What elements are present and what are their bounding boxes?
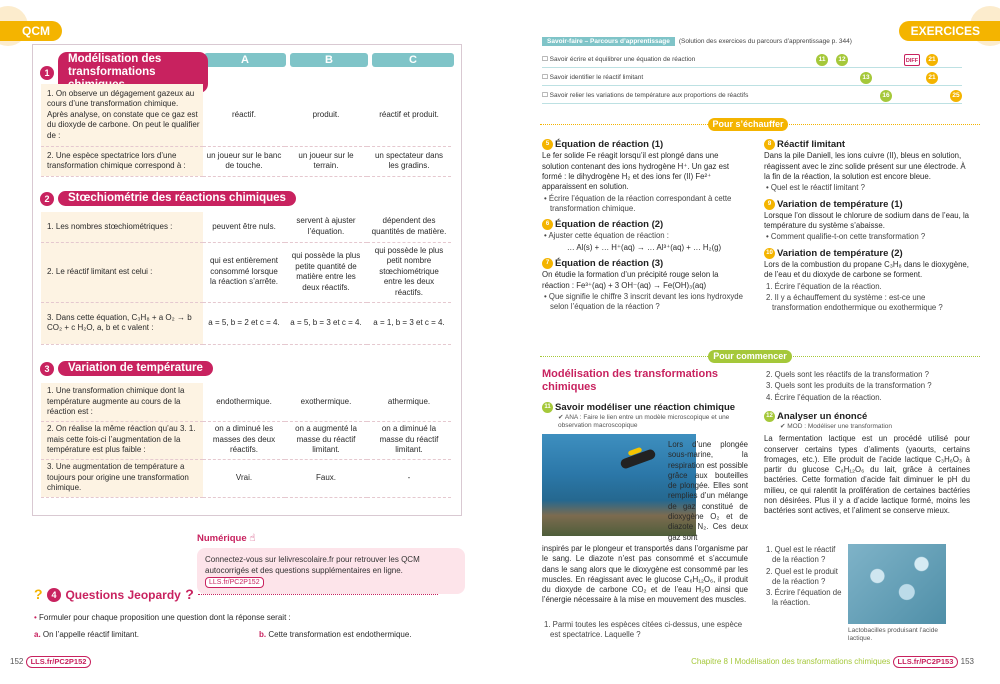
answer-c[interactable]: a = 1, b = 3 et c = 4. <box>367 302 451 344</box>
answer-b[interactable]: un joueur sur le terrain. <box>285 146 367 176</box>
exercise-text: Lorsque l’on dissout le chlorure de sodium dans de l’eau, la température du système s’abaisse. <box>764 210 970 231</box>
answer-a[interactable]: Vrai. <box>203 459 285 497</box>
table-row <box>41 84 451 146</box>
exercise-question: 4. Écrire l’équation de la réaction. <box>766 392 882 402</box>
numerique-text: Connectez-vous sur lelivrescolaire.fr pour retrouver les QCM autocorrigés et des questions supplémentaires en ligne. <box>205 555 420 575</box>
section-number: 3 <box>40 362 54 376</box>
exercise-badge[interactable]: 13 <box>860 72 872 84</box>
exercise-title: 8 Réactif limitant <box>764 139 970 150</box>
skill-text: Savoir relier les variations de température aux proportions de réactifs <box>549 92 749 99</box>
savoir-faire-title: Savoir-faire – Parcours d’apprentissage <box>542 37 675 46</box>
footer-link[interactable]: LLS.fr/PC2P152 <box>26 656 92 668</box>
exercise-question: 1. Quel est le réactif de la réaction ? <box>766 545 836 565</box>
answer-a[interactable]: peuvent être nuls. <box>203 212 285 242</box>
exercise-badge[interactable]: 25 <box>950 90 962 102</box>
section-3-table <box>41 383 451 498</box>
section-2-header <box>40 190 296 208</box>
footer-link[interactable]: LLS.fr/PC2P153 <box>893 656 959 668</box>
answer-c[interactable]: qui possède le plus petit nombre stœchiométrique entre les deux réactifs. <box>367 242 451 302</box>
exercise-question: 2. Quels sont les réactifs de la transformation ? <box>766 370 929 379</box>
question-mark-icon: ? <box>185 586 194 602</box>
exercise-number: 8 <box>764 139 775 150</box>
table-row <box>41 146 451 176</box>
echauffer-col-1 <box>542 134 746 314</box>
item-label: a. <box>34 630 41 639</box>
exercise-question: 3. Quels sont les produits de la transformation ? <box>766 381 932 391</box>
section-title: Variation de température <box>58 361 213 376</box>
dotted-divider <box>198 594 438 595</box>
commencer-col-2 <box>764 370 970 518</box>
section-1-table <box>41 84 451 177</box>
table-row <box>41 421 451 459</box>
exercise-question: 2. Quel est le produit de la réaction ? <box>766 566 838 586</box>
section-2-table <box>41 212 451 345</box>
exercise-title: 5 Équation de réaction (1) <box>542 139 746 150</box>
subsection-title: Modélisation des transformations chimiques <box>542 368 719 393</box>
question: 3. Dans cette équation, C₃H₈ + a O₂ → b CO₂ + c H₂O, a, b et c valent : <box>41 302 203 344</box>
savoir-faire-row: ☐ Savoir écrire et équilibrer une équation de réaction <box>542 52 962 68</box>
item-label: b. <box>259 630 267 639</box>
section-number: 2 <box>40 192 54 206</box>
answer-b[interactable]: produit. <box>285 84 367 146</box>
numerique-link[interactable]: LLS.fr/PC2P152 <box>205 577 264 588</box>
section-number: 1 <box>40 66 54 80</box>
savoir-faire-row: ☐ Savoir relier les variations de température aux proportions de réactifs <box>542 88 962 104</box>
table-row <box>41 302 451 344</box>
exercise-question: • Comment qualifie-t-on cette transformation ? <box>766 232 926 242</box>
exercise-text: Lors de la combustion du propane C₃H₈ dans le dioxygène, de l’eau et du dioxyde de carbone se forment. <box>764 260 969 280</box>
bacteria-photo <box>848 544 946 624</box>
question: 3. Une augmentation de température a toujours pour origine une transformation chimique. <box>41 459 203 497</box>
question: 2. On réalise la même réaction qu’au 3. 1. mais cette fois-ci l’augmentation de la température est plus faible : <box>41 421 203 459</box>
exercise-title: 6 Équation de réaction (2) <box>542 219 746 230</box>
ex12-questions <box>764 545 842 610</box>
exercise-question: 1. Écrire l’équation de la réaction. <box>766 281 882 291</box>
exercices-tab: EXERCICES <box>899 21 1000 41</box>
numerique-block <box>197 533 465 594</box>
question: 2. Une espèce spectatrice lors d’une transformation chimique correspond à : <box>41 146 203 176</box>
exercise-text: Dans la pile Daniell, les ions cuivre (II), bleus en solution, réagissent avec le zinc solide présent sur une électrode. À la fin de la réaction, la solution est encore bleue. <box>764 151 966 181</box>
exercise-title: 9 Variation de température (1) <box>764 199 970 210</box>
exercise-badge[interactable]: 16 <box>880 90 892 102</box>
jeopardy-block: ? 4 Questions Jeopardy ? • Formuler pour chaque proposition une question dont la réponse serait : a. On l’appelle réactif limitant. b. Cette transformation est endothermique. <box>34 586 464 640</box>
pour-commencer-banner: Pour commencer <box>708 350 792 363</box>
savoir-faire-row: ☐ Savoir identifier le réactif limitant <box>542 70 962 86</box>
section-title: Modélisation des transformations <box>58 52 208 93</box>
answer-c[interactable]: - <box>367 459 451 497</box>
exercise-number: 11 <box>542 402 553 413</box>
photo-caption: Lactobacilles produisant l’acide lactique. <box>848 627 938 642</box>
answer-a[interactable]: un joueur sur le banc de touche. <box>203 146 285 176</box>
chapter-label: Chapitre 8 I Modélisation des transformations chimiques <box>691 657 891 666</box>
equation: … Al(s) + … H⁺(aq) → … Al³⁺(aq) + … H₂(g) <box>566 242 722 252</box>
question: 1. On observe un dégagement gazeux au cours d’une transformation chimique. Après analyse, on constate que ce gaz est du dioxyde de carbone. On peut le qualifier de : <box>41 84 203 146</box>
exercise-number: 5 <box>542 139 553 150</box>
numerique-title: Numérique <box>197 533 247 544</box>
exercise-title: 12 Analyser un énoncé <box>764 411 970 422</box>
exercise-text: La fermentation lactique est un procédé utilisé pour conserver certains types d’aliments (yaourts, certains fromages, etc.). Elle produit de l’acide lactique C₃H₆O₃ à partir du glucose C₆H₁₂O₆ du lait, grâce à certaines bactéries. Cette formation d’acide fait diminuer le pH du milieu, ce qui ralentit la prolifération de certaines bactéries non désirées. Plus il y a d’acide lactique formé, moins les bactéries sont actives, et l’aliment se conserve mieux. <box>764 434 970 516</box>
exercise-text: On étudie la formation d’un précipité rouge selon la réaction : Fe³⁺(aq) + 3 OH⁻(aq) → Fe(OH)₃(aq) <box>542 270 719 290</box>
click-icon: ☝ <box>249 533 256 544</box>
footer <box>10 656 91 668</box>
exercise-badge[interactable]: 12 <box>836 54 848 66</box>
answer-b[interactable]: qui possède la plus petite quantité de matière entre les deux réactifs. <box>285 242 367 302</box>
skill-text: Savoir identifier le réactif limitant <box>549 74 644 81</box>
jeopardy-item-b: Cette transformation est endothermique. <box>268 630 412 639</box>
answer-a[interactable]: a = 5, b = 2 et c = 4. <box>203 302 285 344</box>
exercise-text: inspirés par le plongeur et transportés dans l’organisme par le sang. Le diazote n’est pas consommé et s’accumule dans le sang alors que le dioxygène est consommé par les muscles. En réagissant avec le glucose C₆H₁₂O₆, il produit du dioxyde de carbone CO₂ et de l’eau H₂O ainsi que l’énergie nécessaire à la mise en mouvement des muscles. <box>542 544 748 605</box>
page-number: 153 <box>960 657 974 666</box>
exercise-question: • Que signifie le chiffre 3 inscrit devant les ions hydroxyde selon l’équation de la réaction ? <box>544 291 743 312</box>
exercise-question: 2. Il y a échauffement du système : est-ce une transformation endothermique ou exothermique ? <box>766 292 943 313</box>
answer-b[interactable]: a = 5, b = 3 et c = 4. <box>285 302 367 344</box>
right-page <box>500 0 1000 684</box>
table-row <box>41 383 451 421</box>
section-number: 4 <box>47 588 61 602</box>
exercise-text-side: Lors d’une plongée sous-marine, la respiration est possible grâce aux bouteilles de plongée. Elles sont remplies d’un mélange de gaz constitué de dioxygène O₂ et de diazote N₂. Ces deux gaz sont <box>668 440 748 542</box>
exercise-question: • Écrire l’équation de la réaction correspondant à cette transformation chimique. <box>544 193 732 213</box>
answer-c[interactable]: un spectateur dans les gradins. <box>367 146 451 176</box>
answer-c[interactable]: athermique. <box>367 383 451 421</box>
question-mark-icon: ? <box>34 586 43 602</box>
exercise-number: 10 <box>764 248 775 259</box>
skill-text: Savoir écrire et équilibrer une équation de réaction <box>549 56 696 63</box>
diff-badge[interactable]: DIFF <box>904 54 920 66</box>
exercise-number: 9 <box>764 199 775 210</box>
answer-a[interactable]: endothermique. <box>203 383 285 421</box>
section-title: Stœchiométrie des réactions chimiques <box>58 191 296 206</box>
exercise-badge[interactable]: 21 <box>926 54 938 66</box>
answer-c[interactable]: dépendent des quantités de matière. <box>367 212 451 242</box>
savoir-faire-header <box>542 38 852 45</box>
answer-b[interactable]: on a augmenté la masse du réactif limitant. <box>285 421 367 459</box>
exercise-question: 3. Écrire l’équation de la réaction. <box>766 588 842 608</box>
answer-c[interactable]: réactif et produit. <box>367 84 451 146</box>
jeopardy-item-a: On l’appelle réactif limitant. <box>42 630 139 639</box>
question: 2. Le réactif limitant est celui : <box>41 242 203 302</box>
answer-a[interactable]: qui est entièrement consommé lorsque la réaction s’arrête. <box>203 242 285 302</box>
exercise-title: 10 Variation de température (2) <box>764 248 970 259</box>
answer-b[interactable]: servent à ajuster l’équation. <box>285 212 367 242</box>
exercise-title: 11 Savoir modéliser une réaction chimique <box>542 402 748 413</box>
skill-label: ✔ ANA : Faire le lien entre un modèle microscopique et une observation macroscopique <box>558 414 730 430</box>
jeopardy-instruction: Formuler pour chaque proposition une question dont la réponse serait : <box>39 613 291 622</box>
exercise-number: 7 <box>542 258 553 269</box>
answer-b[interactable]: Faux. <box>285 459 367 497</box>
exercise-title: 7 Équation de réaction (3) <box>542 258 746 269</box>
jeopardy-title: Questions Jeopardy <box>65 588 181 602</box>
answer-a[interactable]: on a diminué les masses des deux réactifs. <box>203 421 285 459</box>
exercise-question: • Quel est le réactif limitant ? <box>766 183 865 193</box>
exercise-question: 1. Parmi toutes les espèces citées ci-dessus, une espèce est spectatrice. Laquelle ? <box>544 620 743 640</box>
answer-b[interactable]: exothermique. <box>285 383 367 421</box>
footer <box>691 656 974 668</box>
column-b-header: B <box>290 53 368 67</box>
exercise-number: 6 <box>542 219 553 230</box>
exercise-badge[interactable]: 11 <box>816 54 828 66</box>
skill-label: ✔ MOD : Modéliser une transformation <box>780 423 893 431</box>
pour-echauffer-banner: Pour s’échauffer <box>708 118 788 131</box>
exercise-number: 12 <box>764 411 775 422</box>
section-3-header <box>40 360 213 378</box>
exercise-question: • Ajuster cette équation de réaction : <box>544 231 669 241</box>
savoir-faire-note: (Solution des exercices du parcours d’apprentissage p. 344) <box>678 38 852 45</box>
table-row <box>41 242 451 302</box>
column-a-header: A <box>204 53 286 67</box>
table-row <box>41 212 451 242</box>
question: 1. Les nombres stœchiométriques : <box>41 212 203 242</box>
answer-c[interactable]: on a diminué la masse du réactif limitant. <box>367 421 451 459</box>
column-c-header: C <box>372 53 454 67</box>
exercise-badge[interactable]: 21 <box>926 72 938 84</box>
exercise-text: Le fer solide Fe réagit lorsqu’il est plongé dans une solution contenant des ions hydrogène H⁺. Un gaz est formé : le dihydrogène H₂ et des ions fer (II) Fe²⁺ apparaissent en solution. <box>542 151 730 192</box>
question: 1. Une transformation chimique dont la température augmente au cours de la réaction est : <box>41 383 203 421</box>
page-number: 152 <box>10 657 24 666</box>
table-row <box>41 459 451 497</box>
qcm-tab: QCM <box>0 21 62 41</box>
echauffer-col-2 <box>764 134 970 315</box>
answer-a[interactable]: réactif. <box>203 84 285 146</box>
